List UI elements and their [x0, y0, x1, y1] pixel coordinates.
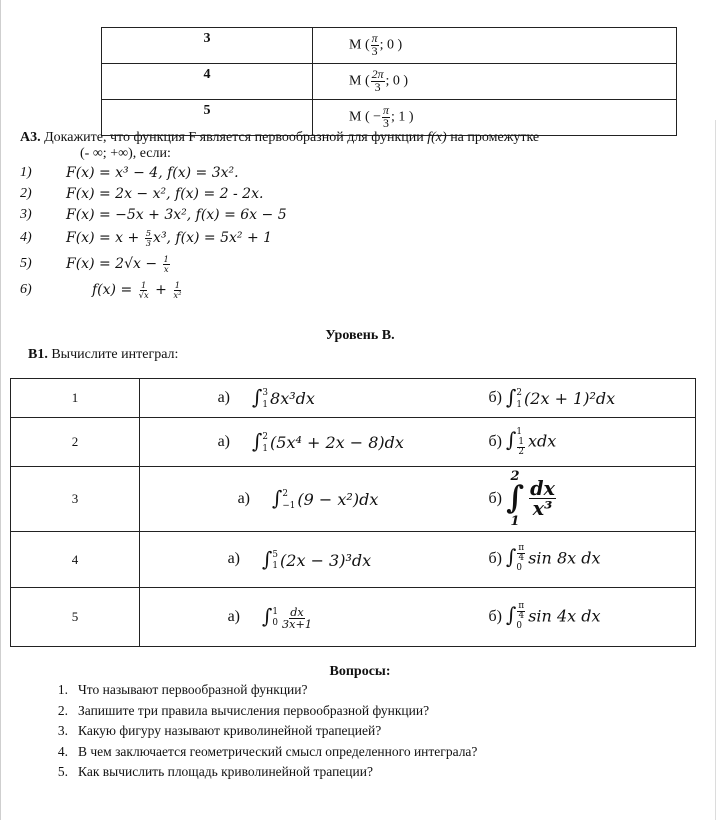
fraction — [371, 69, 385, 94]
option-b-label: б) — [488, 388, 502, 406]
frac-numerator: π — [518, 543, 525, 554]
table-row — [11, 467, 696, 532]
frac-numerator: 1 — [141, 280, 147, 291]
list-item — [32, 723, 477, 744]
point-prefix: M ( − — [349, 109, 382, 125]
item-number: 1) — [20, 164, 32, 180]
option-b-label: б) — [488, 432, 502, 450]
frac-denominator: 3x+1 — [282, 617, 312, 631]
expression-part: + — [150, 282, 172, 298]
table-row — [11, 379, 696, 418]
task-label: А3. — [20, 130, 41, 145]
integrand: (2x + 1)²dx — [524, 389, 616, 409]
function-symbol: f(x) — [427, 130, 447, 145]
fraction — [138, 281, 150, 299]
task-a3 — [20, 130, 700, 303]
item-expression: F(x) = 2x − x², f(x) = 2 - 2x. — [66, 185, 264, 202]
list-item — [20, 204, 700, 225]
item-expression — [66, 255, 171, 273]
integrand: sin 4x dx — [528, 606, 601, 626]
integral-b — [506, 385, 615, 411]
integral-limits — [262, 432, 268, 455]
task-b1-heading — [28, 347, 178, 363]
lower-limit: 0 — [516, 563, 523, 574]
frac-denominator: 2 — [518, 447, 525, 458]
fraction — [172, 281, 182, 299]
integral-a — [272, 486, 452, 512]
point-prefix: M ( — [349, 73, 370, 89]
integrals-cell — [140, 418, 696, 467]
integrand: xdx — [528, 431, 557, 451]
frac-numerator: 1 — [163, 254, 169, 265]
question-text: Что называют первообразной функции? — [78, 682, 308, 697]
integrand: 8x³dx — [270, 389, 315, 409]
row-number: 5 — [102, 100, 313, 136]
integrand: (9 − x²)dx — [297, 490, 379, 510]
expression-part: F(x) = 2√x − — [66, 256, 162, 272]
fraction — [382, 105, 390, 130]
integral-b — [506, 470, 557, 527]
table-row — [11, 588, 696, 647]
integral-a — [262, 604, 452, 630]
table-row — [11, 418, 696, 467]
option-a-label: а) — [237, 489, 250, 507]
lower-limit: 1 — [262, 399, 269, 410]
lower-limit: 1 — [516, 399, 523, 410]
fraction — [281, 607, 313, 630]
fraction — [163, 255, 170, 273]
integral-a — [262, 547, 452, 573]
integral-limits — [506, 470, 524, 527]
point-cell — [313, 64, 677, 100]
integral-sign-icon: ∫ — [506, 427, 517, 452]
expression-part: x³, f(x) = 5x² + 1 — [153, 230, 273, 246]
question-number: 2. — [57, 702, 68, 718]
table-row — [102, 64, 677, 100]
frac-numerator: dx — [290, 605, 304, 619]
lower-limit: 1 — [262, 443, 269, 454]
fraction — [145, 229, 152, 247]
upper-limit: 2 — [510, 469, 520, 485]
frac-denominator: 3 — [374, 80, 381, 94]
frac-denominator: x³ — [532, 497, 553, 521]
row-number: 3 — [11, 467, 140, 532]
list-item — [32, 703, 477, 724]
lower-limit — [517, 438, 525, 457]
integral-b — [506, 427, 556, 457]
question-number: 5. — [57, 764, 68, 779]
upper-limit: 1 — [516, 426, 523, 437]
frac-numerator: dx — [530, 477, 555, 501]
integral-limits — [272, 550, 278, 573]
integral-limits — [516, 388, 522, 411]
questions-title: Вопросы: — [329, 664, 391, 679]
integral-limits — [516, 602, 526, 632]
frac-denominator: 4 — [518, 553, 525, 564]
integral-sign-icon: ∫ — [262, 603, 273, 628]
expression-part: f(x) = — [92, 282, 137, 298]
frac-numerator: 5 — [145, 228, 152, 239]
frac-numerator: π — [383, 103, 389, 118]
integrals-cell — [140, 532, 696, 588]
integrand: (5x⁴ + 2x − 8)dx — [270, 433, 404, 453]
integral-sign-icon: ∫ — [506, 544, 517, 569]
frac-denominator: 4 — [518, 610, 525, 621]
frac-numerator: 2π — [371, 67, 384, 82]
frac-denominator: 3 — [145, 237, 152, 248]
frac-denominator: 3 — [383, 116, 389, 130]
integral-sign-icon: ∫ — [506, 385, 517, 410]
upper-limit — [517, 602, 525, 621]
integrals-cell — [140, 467, 696, 532]
point-suffix: ; 0 ) — [379, 37, 403, 53]
integral-sign-icon: ∫ — [272, 486, 283, 511]
fraction — [529, 477, 556, 521]
option-a-label: а) — [217, 432, 230, 450]
frac-denominator: 3 — [371, 44, 378, 58]
upper-limit: 2 — [516, 388, 523, 399]
row-number: 4 — [11, 532, 140, 588]
frac-denominator: √x — [138, 289, 149, 300]
task-text: Докажите, что функция F является первообразной для функции — [40, 130, 428, 145]
integral-sign-icon: ∫ — [506, 602, 517, 627]
item-number: 6) — [20, 282, 32, 297]
expression-part: F(x) = x + — [66, 230, 144, 246]
question-text: Запишите три правила вычисления первообразной функции? — [78, 702, 430, 718]
integrand: (2x − 3)³dx — [280, 550, 372, 570]
table-row — [102, 28, 677, 64]
fraction — [371, 33, 379, 58]
row-number: 3 — [102, 28, 313, 64]
task-interval: (- ∞; +∞), если: — [80, 146, 171, 161]
task-text: Вычислите интеграл: — [47, 347, 179, 362]
frac-numerator: 1 — [174, 280, 181, 291]
point-suffix: ; 1 ) — [390, 109, 414, 125]
integrals-cell — [140, 588, 696, 647]
lower-limit: 1 — [510, 513, 520, 529]
frac-denominator: x² — [173, 289, 182, 300]
lower-limit: 1 — [272, 561, 279, 572]
integrals-cell — [140, 379, 696, 418]
upper-limit: 2 — [282, 489, 289, 500]
point-suffix: ; 0 ) — [385, 73, 409, 89]
task-label: В1. — [28, 347, 48, 362]
item-expression — [92, 281, 183, 299]
integral-b — [506, 602, 601, 632]
question-text: Какую фигуру называют криволинейной трапецией? — [78, 723, 382, 738]
frac-numerator: π — [371, 31, 378, 46]
frac-numerator: π — [518, 600, 525, 611]
row-number: 5 — [11, 588, 140, 647]
task-text: на промежутке — [446, 130, 540, 145]
item-number: 3) — [20, 206, 32, 222]
item-number: 5) — [20, 256, 32, 271]
integral-sign-icon: ∫ — [262, 546, 273, 571]
row-number: 4 — [102, 64, 313, 100]
upper-limit: 5 — [272, 549, 279, 560]
level-title: Уровень В. — [325, 328, 395, 343]
list-item — [32, 764, 477, 785]
points-table — [101, 27, 677, 136]
option-b-label: б) — [488, 550, 502, 568]
integrals-table — [10, 378, 696, 647]
list-item — [20, 277, 700, 303]
option-a-label: а) — [217, 388, 230, 406]
item-expression: F(x) = −5x + 3x², f(x) = 6x − 5 — [66, 206, 287, 223]
question-text: В чем заключается геометрический смысл определенного интеграла? — [78, 743, 478, 759]
integral-sign-icon: ∫ — [252, 429, 263, 454]
integral-limits — [282, 489, 295, 512]
lower-limit: 0 — [516, 620, 523, 631]
integral-a — [252, 385, 452, 411]
integral-a — [252, 429, 452, 455]
integral-sign-icon: ∫ — [506, 480, 525, 517]
integral-b — [506, 544, 601, 574]
page-edge — [715, 120, 716, 820]
list-item — [20, 225, 700, 251]
table-row — [11, 532, 696, 588]
upper-limit: 3 — [262, 388, 269, 399]
option-b-label: б) — [488, 607, 502, 625]
item-number: 4) — [20, 230, 32, 245]
questions-list — [32, 682, 477, 785]
integral-sign-icon: ∫ — [252, 385, 263, 410]
list-item — [32, 682, 477, 703]
row-number: 1 — [11, 379, 140, 418]
option-b-label: б) — [488, 489, 502, 507]
upper-limit: 2 — [262, 432, 269, 443]
page-edge — [0, 0, 1, 820]
task-a3-heading — [20, 130, 700, 146]
question-number: 1. — [57, 682, 68, 697]
question-number: 3. — [57, 723, 68, 738]
integral-limits — [272, 607, 278, 630]
frac-numerator: 1 — [518, 437, 525, 448]
option-a-label: а) — [227, 550, 240, 568]
integral-limits — [516, 427, 526, 457]
list-item — [20, 162, 700, 183]
lower-limit: 0 — [272, 618, 279, 629]
list-item — [20, 251, 700, 277]
upper-limit: 1 — [272, 606, 279, 617]
frac-denominator: x — [163, 263, 169, 274]
lower-limit: −1 — [282, 500, 296, 511]
list-item — [32, 744, 477, 765]
upper-limit — [517, 544, 525, 563]
option-a-label: а) — [227, 607, 240, 625]
point-prefix: M ( — [349, 37, 370, 53]
question-text: Как вычислить площадь криволинейной трапеции? — [78, 764, 373, 779]
row-number: 2 — [11, 418, 140, 467]
integrand: sin 8x dx — [528, 548, 601, 568]
question-number: 4. — [57, 743, 68, 759]
item-number: 2) — [20, 185, 32, 201]
integral-limits — [262, 388, 268, 411]
item-expression: F(x) = x³ − 4, f(x) = 3x². — [66, 164, 239, 181]
item-expression — [66, 229, 272, 247]
list-item — [20, 183, 700, 204]
integral-limits — [516, 544, 526, 574]
point-cell — [313, 28, 677, 64]
